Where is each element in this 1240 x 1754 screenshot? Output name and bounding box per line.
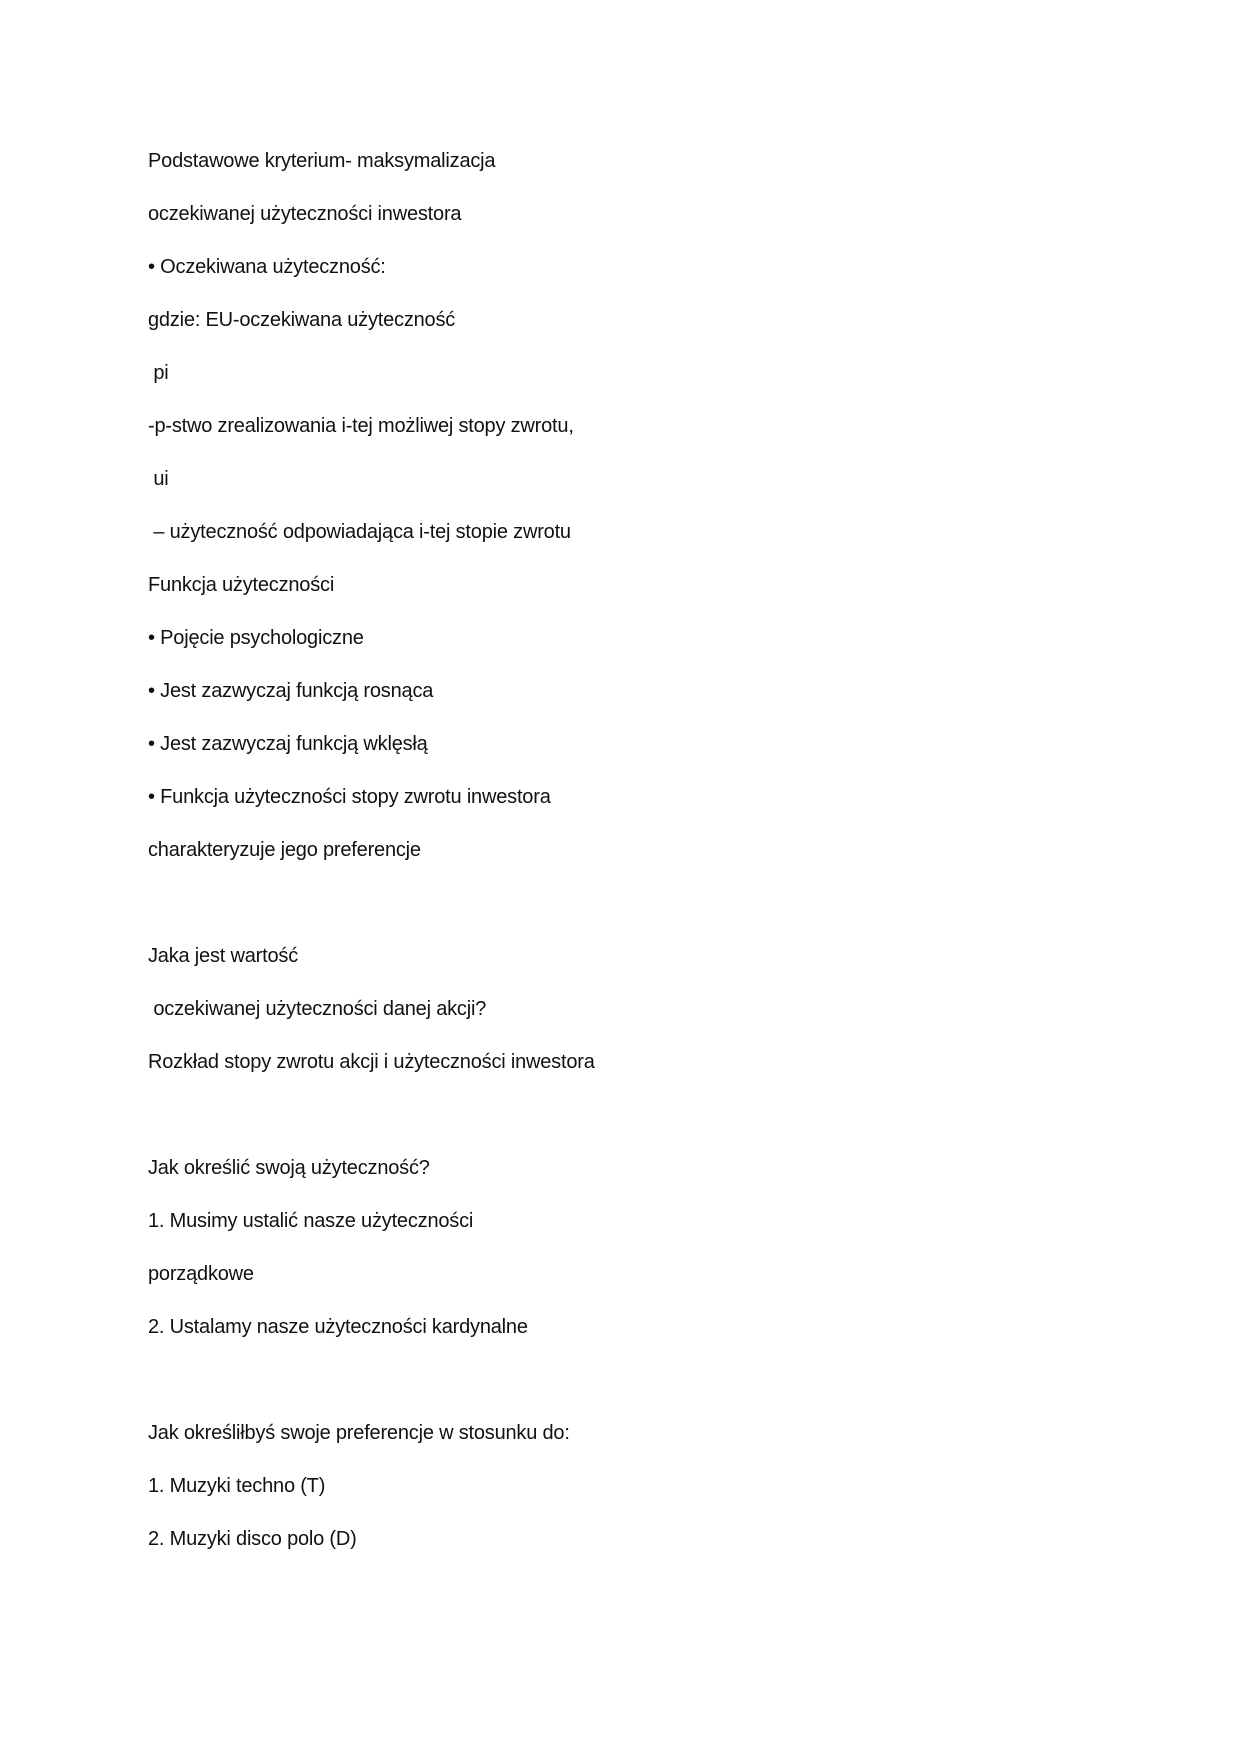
- question-value-heading: Jaka jest wartość: [148, 945, 298, 967]
- list-item-ordinal-utilities: 1. Musimy ustalić nasze użyteczności: [148, 1210, 474, 1232]
- list-item-disco-polo: 2. Muzyki disco polo (D): [148, 1528, 357, 1550]
- text-line-where-eu: gdzie: EU-oczekiwana użyteczność: [148, 309, 456, 331]
- text-line-utility-definition: – użyteczność odpowiadająca i-tej stopie zwrotu: [148, 521, 571, 543]
- question-value-continuation: oczekiwanej użyteczności danej akcji?: [148, 998, 487, 1020]
- list-item-ordinal-continuation: porządkowe: [148, 1263, 254, 1285]
- text-line-characterizes-preferences: charakteryzuje jego preferencje: [148, 839, 421, 861]
- bullet-increasing-function: • Jest zazwyczaj funkcją rosnąca: [148, 680, 434, 702]
- text-line-distribution: Rozkład stopy zwrotu akcji i użyteczności inwestora: [148, 1051, 595, 1073]
- list-item-cardinal-utilities: 2. Ustalamy nasze użyteczności kardynalne: [148, 1316, 528, 1338]
- question-determine-utility: Jak określić swoją użyteczność?: [148, 1157, 430, 1179]
- bullet-concave-function: • Jest zazwyczaj funkcją wklęsłą: [148, 733, 428, 755]
- text-line-pi: pi: [148, 362, 169, 384]
- text-line-expected-utility-investor: oczekiwanej użyteczności inwestora: [148, 203, 462, 225]
- list-item-techno: 1. Muzyki techno (T): [148, 1475, 326, 1497]
- bullet-psychological-concept: • Pojęcie psychologiczne: [148, 627, 364, 649]
- bullet-expected-utility: • Oczekiwana użyteczność:: [148, 256, 386, 278]
- text-line-heading-criterion: Podstawowe kryterium- maksymalizacja: [148, 150, 496, 172]
- bullet-utility-function-investor: • Funkcja użyteczności stopy zwrotu inwestora: [148, 786, 551, 808]
- section-heading-utility-function: Funkcja użyteczności: [148, 574, 335, 596]
- text-line-ui: ui: [148, 468, 169, 490]
- text-line-probability-definition: -p-stwo zrealizowania i-tej możliwej stopy zwrotu,: [148, 415, 574, 437]
- question-preferences: Jak określiłbyś swoje preferencje w stosunku do:: [148, 1422, 570, 1444]
